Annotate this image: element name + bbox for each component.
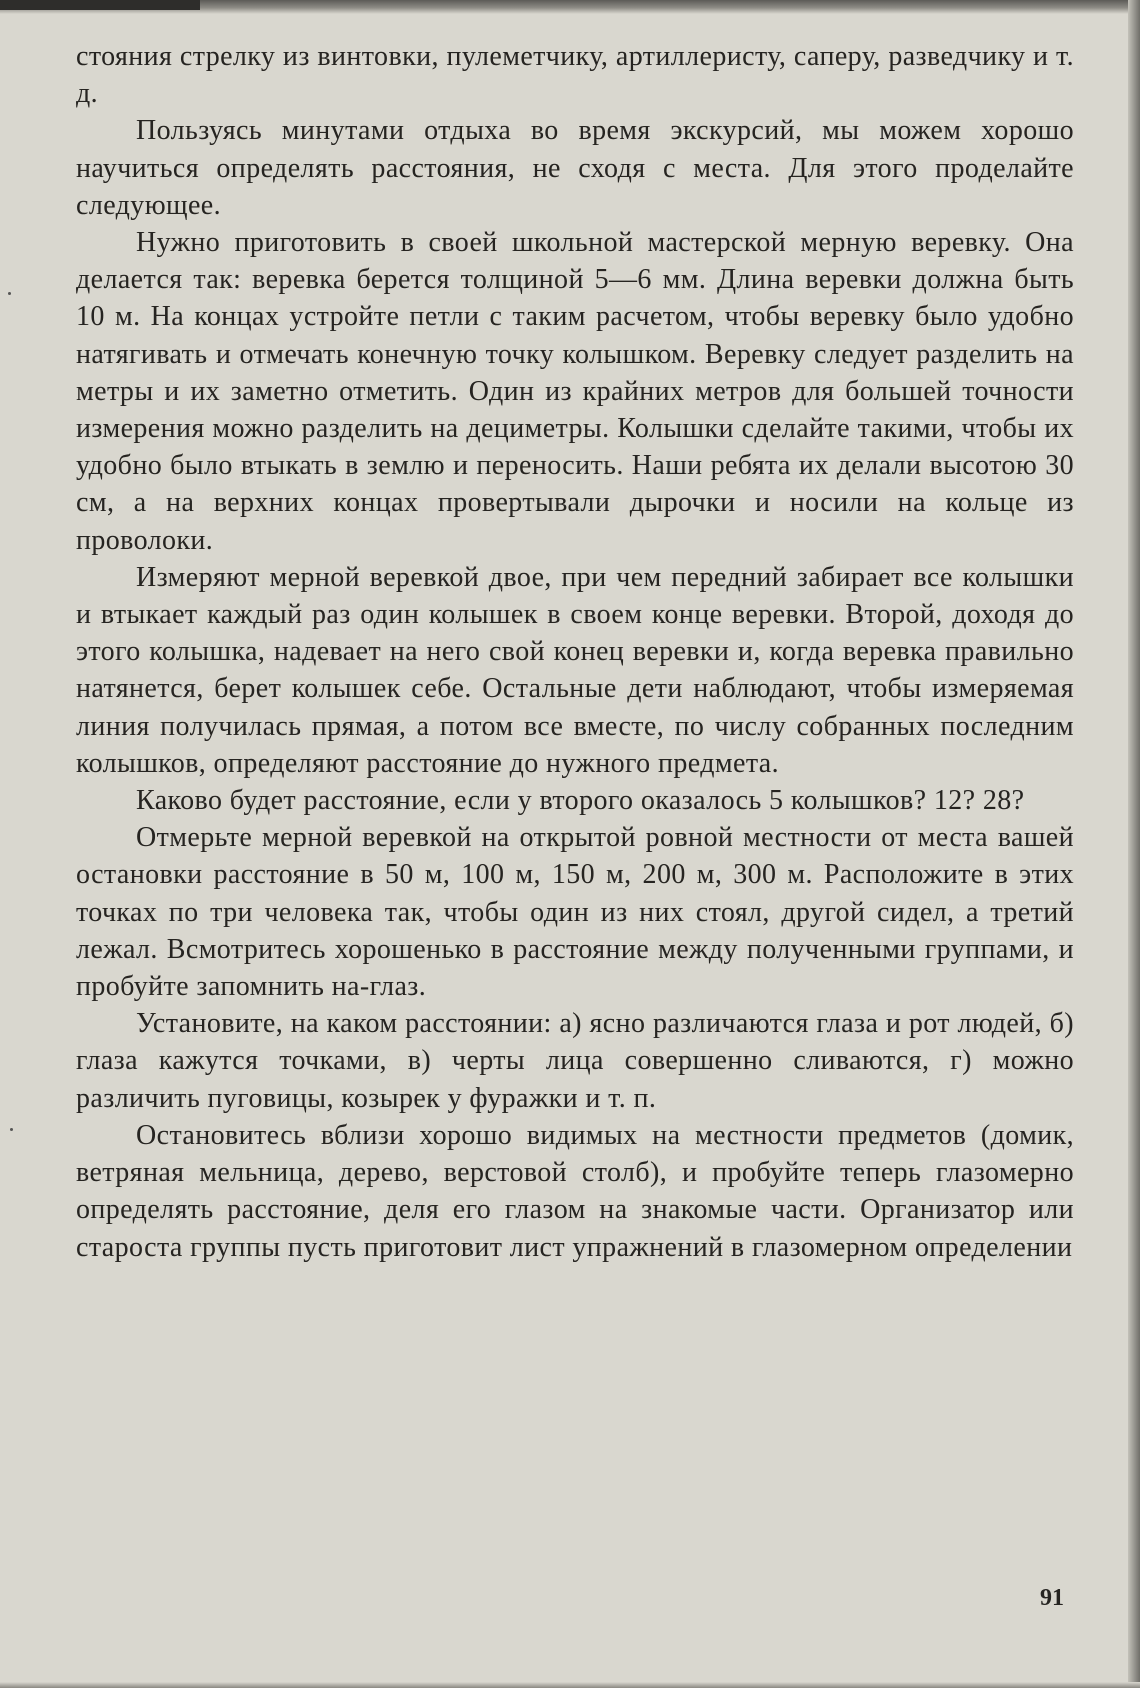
paragraph-2: Пользуясь минутами отдыха во время экскурсий, мы можем хорошо научиться определять расстояния, не сходя с места. Для этого проделайте следующее. xyxy=(76,115,1074,221)
scan-speck xyxy=(10,1128,13,1131)
paragraph-6: Отмерьте мерной веревкой на открытой ровной местности от места вашей остановки расстояние в 50 м, 100 м, 150 м, 200 м, 300 м. Расположите в этих точках по три человека так, чтобы один из них стоял, другой сидел, а третий лежал. Всмотритесь хорошенько в расстояние между полученными группами, и пробуйте запомнить на-глаз. xyxy=(76,822,1074,1003)
paragraph-8: Остановитесь вблизи хорошо видимых на местности предметов (домик, ветряная мельница, дерево, верстовой столб), и пробуйте теперь глазомерно определять расстояние, деля его глазом на знакомые части. Организатор или староста группы пусть приготовит лист упражнений в глазомерном определении xyxy=(76,1119,1074,1263)
paragraph-7: Установите, на каком расстоянии: а) ясно различаются глаза и рот людей, б) глаза кажутся точками, в) черты лица совершенно сливаются, г) можно различить пуговицы, козырек у фуражки и т. п. xyxy=(76,1008,1074,1114)
scan-top-edge xyxy=(0,0,1140,14)
paragraph-5: Каково будет расстояние, если у второго оказалось 5 колышков? 12? 28? xyxy=(136,785,1025,817)
paragraph-1: стояния стрелку из винтовки, пулеметчику, артиллеристу, саперу, разведчику и т. д. xyxy=(76,41,1074,110)
scan-speck xyxy=(8,292,11,295)
scan-right-edge xyxy=(1128,0,1140,1688)
body-text xyxy=(76,38,1074,1266)
paragraph-4: Измеряют мерной веревкой двое, при чем передний забирает все колышки и втыкает каждый раз один колышек в своем конце веревки. Второй, доходя до этого колышка, надевает на него свой конец веревки и, когда веревка правильно натянется, берет колышек себе. Остальные дети наблюдают, чтобы измеряемая линия получилась прямая, а потом все вместе, по числу собранных последним колышков, определяют расстояние до нужного предмета. xyxy=(76,561,1074,779)
scan-bottom-edge xyxy=(0,1682,1140,1688)
paragraph-3: Нужно приготовить в своей школьной мастерской мерную веревку. Она делается так: веревка берется толщиной 5—6 мм. Длина веревки должна быть 10 м. На концах устройте петли с таким расчетом, чтобы веревку было удобно натягивать и отмечать конечную точку колышком. Веревку следует разделить на метры и их заметно отметить. Один из крайних метров для большей точности измерения можно разделить на дециметры. Колышки сделайте такими, чтобы их удобно было втыкать в землю и переносить. Наши ребята их делали высотою 30 см, а на верхних концах провертывали дырочки и носили на кольце из проволоки. xyxy=(76,227,1074,556)
page-number: 91 xyxy=(1040,1585,1064,1611)
